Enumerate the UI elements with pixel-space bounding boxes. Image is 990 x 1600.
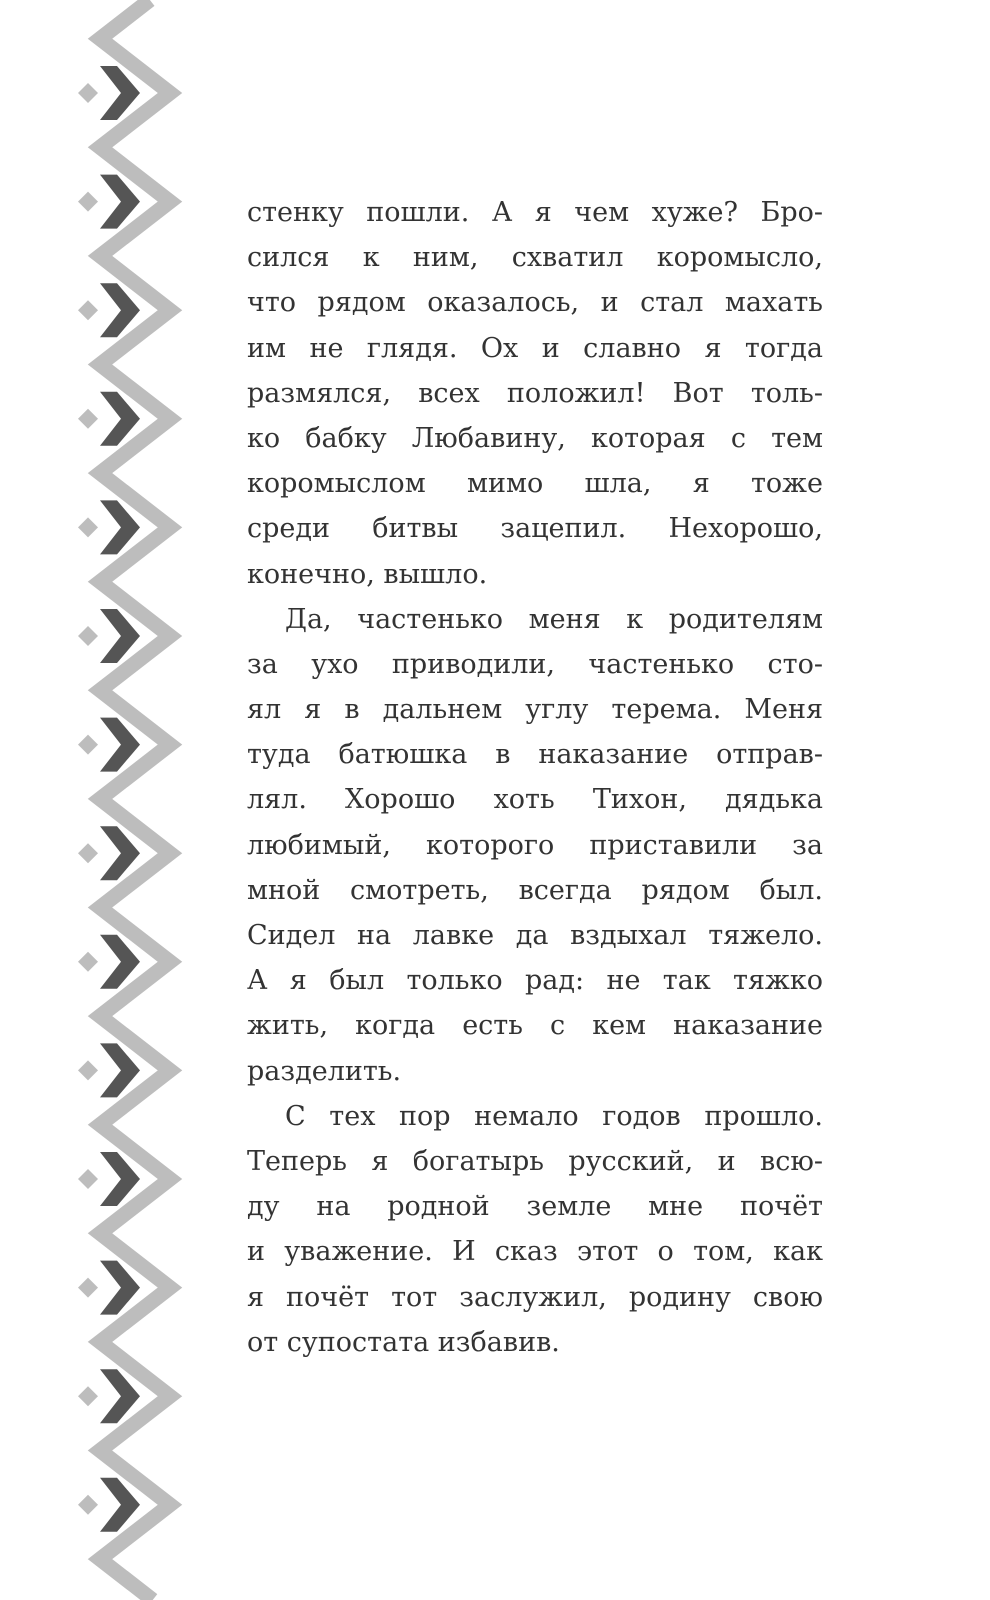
- text-line: любимый, которого приставили за: [247, 829, 823, 861]
- text-line: коромыслом мимо шла, я тоже: [247, 468, 823, 500]
- diamond-icon: [78, 300, 98, 320]
- text-line: среди битвы зацепил. Нехорошо,: [247, 513, 823, 545]
- zigzag-border: [100, 0, 170, 1600]
- diamond-icon: [78, 1386, 98, 1406]
- text-line: размялся, всех положил! Вот толь-: [247, 377, 823, 409]
- text-line: конечно, вышло.: [247, 558, 488, 590]
- diamond-icon: [78, 192, 98, 212]
- book-page-text: [247, 190, 823, 1365]
- text-line: сился к ним, схватил коромысло,: [247, 242, 823, 274]
- diamond-icon: [78, 626, 98, 646]
- text-line: А я был только рад: не так тяжко: [247, 965, 823, 997]
- text-line: С тех пор немало годов прошло.: [285, 1100, 823, 1132]
- text-line: я почёт тот заслужил, родину свою: [247, 1281, 823, 1313]
- text-line: от супостата избавив.: [247, 1326, 560, 1358]
- diamond-icon: [78, 1060, 98, 1080]
- diamond-icon: [78, 83, 98, 103]
- text-line: Теперь я богатырь русский, и всю-: [247, 1145, 823, 1177]
- text-line: жить, когда есть с кем наказание: [247, 1010, 823, 1042]
- diamond-icon: [78, 1169, 98, 1189]
- decorative-border-ornament: [0, 0, 200, 1600]
- text-line: разделить.: [247, 1055, 402, 1087]
- text-line: ял я в дальнем углу терема. Меня: [247, 694, 823, 726]
- text-line: им не глядя. Ох и славно я тогда: [247, 332, 823, 364]
- text-line: ду на родной земле мне почёт: [247, 1191, 823, 1223]
- text-line: что рядом оказалось, и стал махать: [247, 287, 823, 319]
- text-line: Сидел на лавке да вздыхал тяжело.: [247, 920, 823, 951]
- diamond-icon: [78, 735, 98, 755]
- diamond-icon: [78, 1495, 98, 1515]
- text-line: мной смотреть, всегда рядом был.: [247, 874, 823, 906]
- text-line: лял. Хорошо хоть Тихон, дядька: [247, 784, 823, 816]
- text-line: Да, частенько меня к родителям: [285, 603, 823, 635]
- text-line: за ухо приводили, частенько сто-: [247, 648, 823, 680]
- diamond-icon: [78, 409, 98, 429]
- diamond-icon: [78, 517, 98, 537]
- text-line: стенку пошли. А я чем хуже? Бро-: [247, 197, 823, 228]
- diamond-icon: [78, 843, 98, 863]
- text-line: ко бабку Любавину, которая с тем: [247, 422, 823, 454]
- diamond-icon: [78, 952, 98, 972]
- diamond-icon: [78, 1278, 98, 1298]
- text-line: и уважение. И сказ этот о том, как: [247, 1236, 823, 1268]
- text-line: туда батюшка в наказание отправ-: [247, 739, 823, 771]
